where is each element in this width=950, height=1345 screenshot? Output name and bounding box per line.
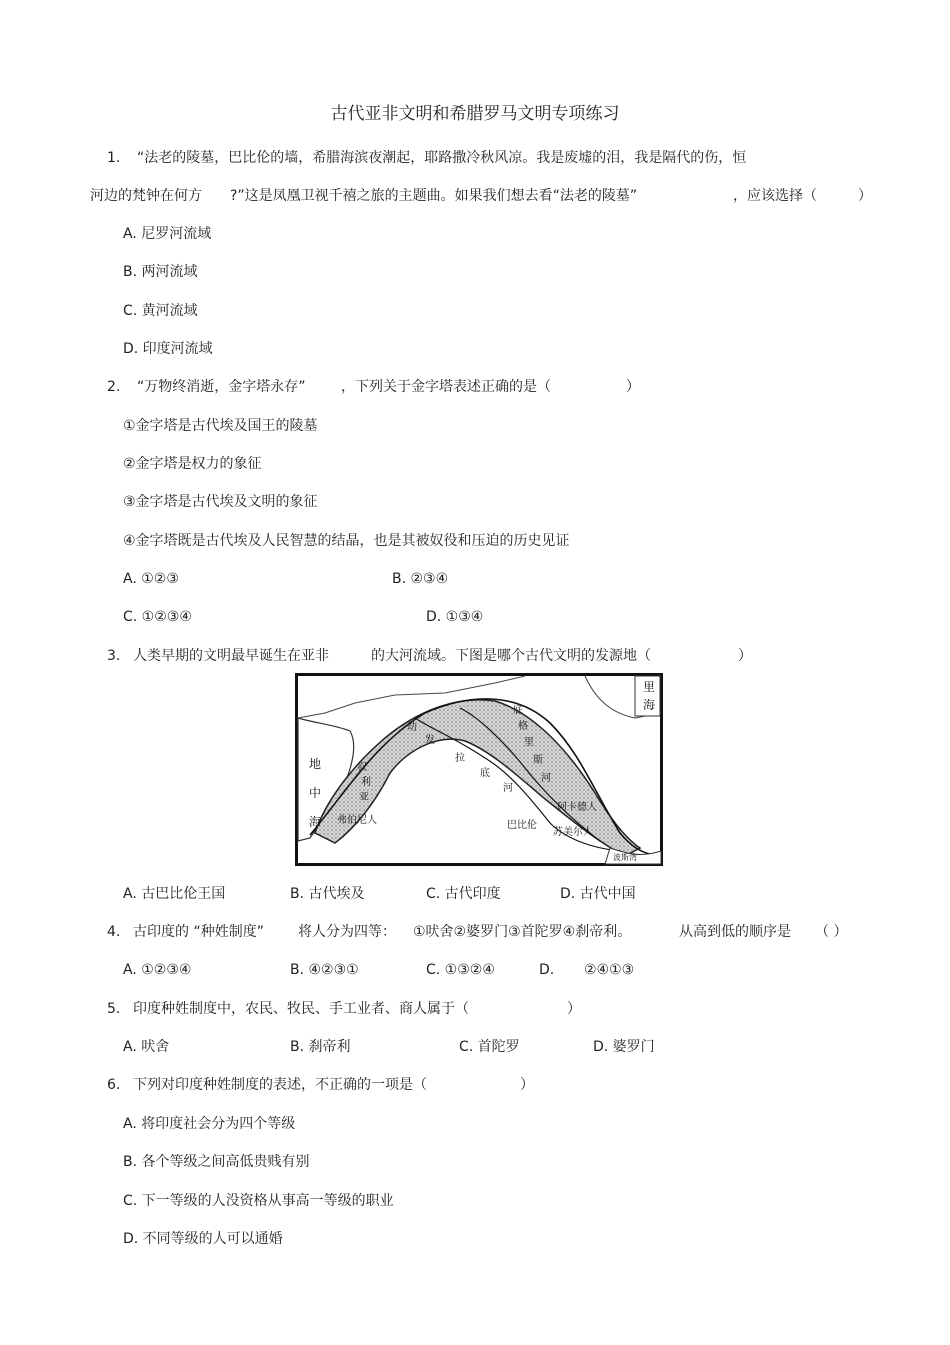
q4-option-b: B. ④②③①	[290, 962, 359, 978]
q1-number: 1.	[107, 150, 121, 166]
q6-stem-b: ）	[520, 1077, 534, 1093]
q3-option-b: B. 古代埃及	[290, 886, 365, 902]
q2-stem-b: ，下列关于金字塔表述正确的是（	[341, 379, 551, 395]
q1-stem-line2b: ?”这是凤凰卫视千禧之旅的主题曲。如果我们想去看“法老的陵墓”	[230, 188, 638, 204]
q4-stem-a: 古印度的 “种姓制度”	[133, 924, 264, 940]
q1-stem-line2c: ，应该选择（	[733, 188, 817, 204]
q3-option-d: D. 古代中国	[560, 886, 636, 902]
map-label-akkad: 阿卡德人	[557, 802, 597, 813]
map-label-sea-left-2: 中	[309, 786, 322, 800]
map-label-river2-5: 河	[541, 773, 551, 784]
q4-stem-e: （ ）	[815, 924, 848, 940]
q3-option-a: A. 古巴比伦王国	[123, 886, 226, 902]
q3-stem-b: 的大河流域。下图是哪个古代文明的发源地（	[371, 648, 651, 664]
q6-option-a: A. 将印度社会分为四个等级	[123, 1116, 296, 1132]
q1-stem-line2d: ）	[858, 188, 872, 204]
q2-stem-a: “万物终消逝，金字塔永存”	[137, 379, 306, 395]
q6-option-d: D. 不同等级的人可以通婚	[123, 1231, 283, 1247]
map-label-river1-4: 底	[480, 768, 490, 779]
q3-stem-c: ）	[738, 648, 752, 664]
map-label-river2-2: 格	[518, 721, 528, 732]
q3-option-c: C. 古代印度	[426, 886, 501, 902]
q5-option-d: D. 婆罗门	[593, 1039, 655, 1055]
q6-stem-a: 下列对印度种姓制度的表述，不正确的一项是（	[133, 1077, 427, 1093]
q1-stem-line2a: 河边的梵钟在何方	[90, 188, 202, 204]
map-label-sea-left-3: 海	[309, 815, 322, 829]
q5-option-a: A. 吠舍	[123, 1039, 170, 1055]
q1-option-a: A. 尼罗河流域	[123, 226, 212, 242]
q6-option-b: B. 各个等级之间高低贵贱有别	[123, 1154, 310, 1170]
q2-stem-c: ）	[626, 379, 640, 395]
q5-stem-a: 印度种姓制度中，农民、牧民、手工业者、商人属于（	[133, 1001, 469, 1017]
map-label-syria-1: 叙	[357, 762, 367, 773]
map-label-sea-right-2: 海	[643, 698, 656, 712]
map-label-river2-4: 斯	[533, 755, 543, 766]
map-label-phoenicia: 弗伯尼人	[337, 815, 377, 826]
q2-statement-2: ②金字塔是权力的象征	[123, 456, 262, 472]
q2-option-d: D. ①③④	[426, 609, 484, 625]
q4-number: 4.	[107, 924, 121, 940]
map-label-sea-right-1: 里	[643, 680, 656, 694]
map-label-syria-3: 亚	[359, 792, 369, 803]
q6-number: 6.	[107, 1077, 121, 1093]
q4-option-c: C. ①③②④	[426, 962, 495, 978]
map-label-river1-5: 河	[503, 783, 513, 794]
q2-option-b: B. ②③④	[392, 571, 449, 587]
q3-stem-a: 人类早期的文明最早诞生在亚非	[133, 648, 329, 664]
q6-option-c: C. 下一等级的人没资格从事高一等级的职业	[123, 1193, 394, 1209]
q4-option-d-text: ②④①③	[584, 962, 635, 978]
q1-option-d: D. 印度河流域	[123, 341, 213, 357]
map-label-sea-left-1: 地	[309, 757, 322, 771]
mesopotamia-map	[295, 673, 663, 866]
q1-stem-line1: “法老的陵墓，巴比伦的墙，希腊海滨夜潮起，耶路撒冷秋风凉。我是废墟的泪，我是隔代的伤，恒	[137, 150, 747, 166]
map-label-river1-3: 拉	[455, 753, 465, 764]
q2-number: 2.	[107, 379, 121, 395]
q2-statement-4: ④金字塔既是古代埃及人民智慧的结晶，也是其被奴役和压迫的历史见证	[123, 533, 570, 549]
map-label-persian-gulf: 波斯湾	[613, 853, 637, 862]
q4-stem-d: 从高到低的顺序是	[679, 924, 791, 940]
q4-stem-b: 将人分为四等：	[298, 924, 396, 940]
map-label-river2-3: 里	[524, 737, 534, 748]
map-label-babylon: 巴比伦	[507, 820, 537, 831]
q5-number: 5.	[107, 1001, 121, 1017]
q2-statement-1: ①金字塔是古代埃及国王的陵墓	[123, 418, 318, 434]
map-label-river1-2: 发	[425, 735, 435, 746]
q5-option-c: C. 首陀罗	[459, 1039, 520, 1055]
q1-option-b: B. 两河流域	[123, 264, 198, 280]
page-title: 古代亚非文明和希腊罗马文明专项练习	[330, 104, 620, 124]
map-label-sumer: 苏美尔人	[553, 827, 593, 838]
q5-option-b: B. 刹帝利	[290, 1039, 351, 1055]
map-label-river2-1: 底	[513, 705, 523, 716]
q2-statement-3: ③金字塔是古代埃及文明的象征	[123, 494, 318, 510]
q4-stem-c: ①吠舍②婆罗门③首陀罗④刹帝利。	[413, 924, 632, 940]
q4-option-a: A. ①②③④	[123, 962, 192, 978]
map-label-river1-1: 幼	[407, 722, 417, 733]
q5-stem-b: ）	[567, 1001, 581, 1017]
q4-option-d-label: D.	[539, 962, 555, 978]
map-label-syria-2: 利	[361, 777, 371, 788]
q2-option-c: C. ①②③④	[123, 609, 192, 625]
q3-number: 3.	[107, 648, 121, 664]
q1-option-c: C. 黄河流域	[123, 303, 198, 319]
q2-option-a: A. ①②③	[123, 571, 179, 587]
